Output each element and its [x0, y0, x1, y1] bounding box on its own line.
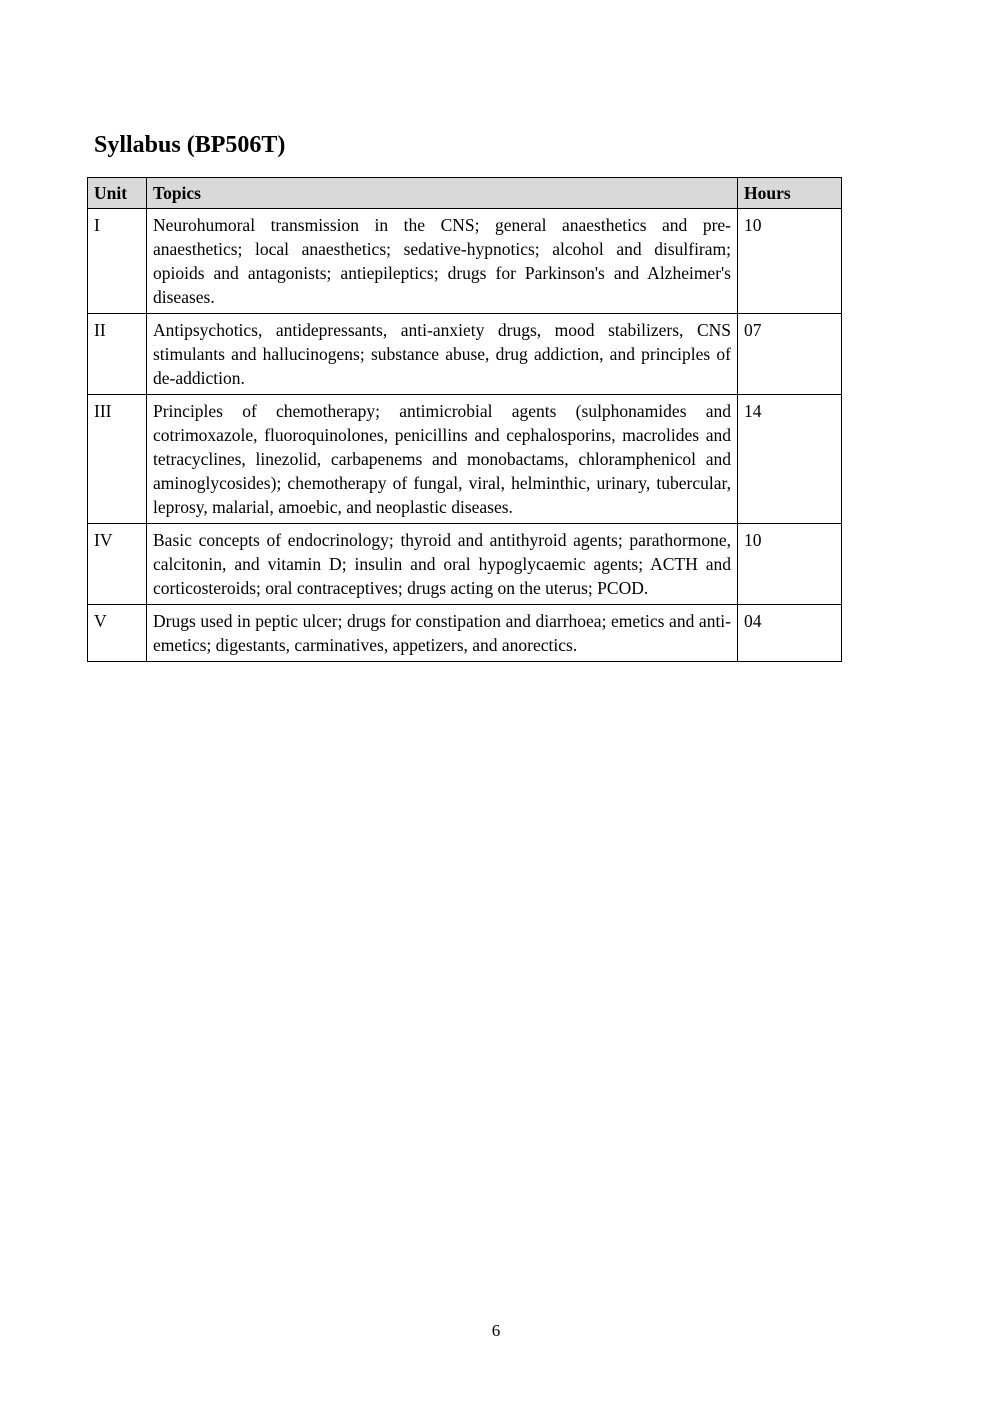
cell-hours: 10: [738, 209, 842, 314]
table-row: [88, 314, 842, 395]
page-number: 6: [491, 1321, 501, 1340]
cell-hours: 04: [738, 605, 842, 662]
table-header-row: [88, 178, 842, 209]
cell-unit: II: [88, 314, 147, 395]
cell-topics: Basic concepts of endocrinology; thyroid and antithyroid agents; parathormone, calcitonin, and vitamin D; insulin and oral hypoglycaemic agents; ACTH and corticosteroids; oral contraceptives; drugs acting on the uterus; PCOD.: [147, 524, 738, 605]
table-row: [88, 209, 842, 314]
cell-unit: I: [88, 209, 147, 314]
page-title: Syllabus (BP506T): [94, 132, 286, 158]
cell-topics: Drugs used in peptic ulcer; drugs for constipation and diarrhoea; emetics and anti-emetics; digestants, carminatives, appetizers, and anorectics.: [147, 605, 738, 662]
header-unit: Unit: [88, 178, 147, 209]
table-row: [88, 395, 842, 524]
syllabus-table: [87, 177, 842, 662]
cell-hours: 14: [738, 395, 842, 524]
cell-topics: Antipsychotics, antidepressants, anti-anxiety drugs, mood stabilizers, CNS stimulants and hallucinogens; substance abuse, drug addiction, and principles of de-addiction.: [147, 314, 738, 395]
cell-topics: Neurohumoral transmission in the CNS; general anaesthetics and pre-anaesthetics; local anaesthetics; sedative-hypnotics; alcohol and disulfiram; opioids and antagonists; antiepileptics; drugs for Parkinson's and Alzheimer's diseases.: [147, 209, 738, 314]
table-header: [88, 178, 842, 209]
cell-unit: V: [88, 605, 147, 662]
cell-hours: 10: [738, 524, 842, 605]
cell-unit: IV: [88, 524, 147, 605]
table-row: [88, 605, 842, 662]
header-topics: Topics: [147, 178, 738, 209]
cell-hours: 07: [738, 314, 842, 395]
header-hours: Hours: [738, 178, 842, 209]
table-row: [88, 524, 842, 605]
cell-topics: Principles of chemotherapy; antimicrobial agents (sulphonamides and cotrimoxazole, fluoroquinolones, penicillins and cephalosporins, macrolides and tetracyclines, linezolid, carbapenems and monobactams, chloramphenicol and aminoglycosides); chemotherapy of fungal, viral, helminthic, urinary, tubercular, leprosy, malarial, amoebic, and neoplastic diseases.: [147, 395, 738, 524]
cell-unit: III: [88, 395, 147, 524]
table-body: [88, 209, 842, 662]
